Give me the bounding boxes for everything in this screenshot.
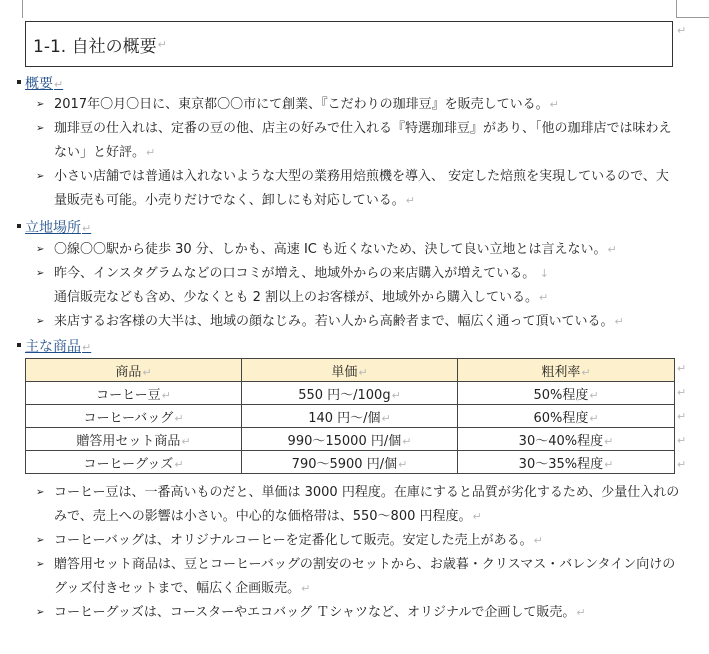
table-cell: 50%程度↵ [458,382,675,405]
paragraph-mark-icon: ↵ [301,582,311,595]
section-heading-location: 立地場所↵ [17,217,91,237]
table-row [26,428,675,451]
list-item: ➢ 2017年〇月〇日に、東京都〇〇市にて創業、『こだわりの珈琲豆』を販売している。↵ [36,93,681,117]
table-cell: コーヒーバッグ↵ [26,405,242,428]
arrow-bullet-icon: ➢ [36,171,45,182]
paragraph-mark-icon: ↵ [549,98,559,111]
list-item: ➢ コーヒーグッズは、コースターやエコバッグ Ｔシャツなど、オリジナルで企画して販売。↵ [36,601,681,625]
paragraph-mark-icon: ↵ [472,510,482,523]
table-header-cell: 粗利率↵ [458,359,675,382]
table-cell: 990～15000 円/個↵ [242,428,458,451]
bullet-square-icon [17,224,21,228]
arrow-bullet-icon: ➢ [36,535,45,546]
list-item: ➢ コーヒーバッグは、オリジナルコーヒーを定番化して販売。安定した売上がある。↵ [36,529,681,553]
table-cell: コーヒー豆↵ [26,382,242,405]
table-cell: 790～5900 円/個↵ [242,451,458,474]
list-item: ➢ 贈答用セット商品は、豆とコーヒーバッグの割安のセットから、お歳暮・クリスマス・バレンタイン向けのグッズ付きセットまで、幅広く企画販売。↵ [36,553,681,601]
title-box [25,21,673,67]
paragraph-mark-icon: ↵ [82,222,92,235]
table-cell: 60%程度↵ [458,405,675,428]
arrow-bullet-icon: ➢ [36,487,45,498]
paragraph-mark-icon: ↵ [576,606,586,619]
paragraph-mark-icon: ↵ [54,78,64,91]
table-cell: 30～35%程度↵ [458,451,675,474]
table-cell: 贈答用セット商品↵ [26,428,242,451]
row-end-mark-icon: ↵ [677,362,687,375]
row-end-mark-icon: ↵ [677,434,687,447]
table-header-row [26,359,675,382]
list-item: ➢ コーヒー豆は、一番高いものだと、単価は 3000 円程度。在庫にすると品質が劣化するため、少量仕入れのみで、売上への影響は小さい。中心的な価格帯は、550～800 円程度。↵ [36,481,681,529]
crop-mark [676,0,677,18]
bullet-square-icon [17,343,21,347]
arrow-bullet-icon: ➢ [36,559,45,570]
paragraph-mark-icon: ↵ [146,146,156,159]
table-cell: 140 円～/個↵ [242,405,458,428]
table-cell: 550 円～/100g↵ [242,382,458,405]
paragraph-mark-icon: ↵ [405,194,415,207]
table-cell: 30～40%程度↵ [458,428,675,451]
table-row [26,451,675,474]
table-row [26,382,675,405]
paragraph-mark-icon: ↵ [677,24,687,37]
list-item: ➢ 昨今、インスタグラムなどの口コミが増え、地域外からの来店購入が増えている。 ↓ 通信販売なども含め、少なくとも 2 割以上のお客様が、地域外から購入している。↵ [36,262,681,310]
row-end-mark-icon: ↵ [677,386,687,399]
product-table [25,358,675,474]
table-row [26,405,675,428]
row-end-mark-icon: ↵ [677,458,687,471]
bullet-square-icon [17,80,21,84]
table-header-cell: 商品↵ [26,359,242,382]
list-item: ➢ 来店するお客様の大半は、地域の顔なじみ。若い人から高齢者まで、幅広く通って頂いている。↵ [36,310,681,334]
list-item: ➢ 小さい店舗では普通は入れないような大型の業務用焙煎機を導入、 安定した焙煎を実現しているので、大量販売も可能。小売りだけでなく、卸しにも対応している。↵ [36,165,681,213]
section-heading-overview: 概要↵ [17,73,63,93]
row-end-mark-icon: ↵ [677,410,687,423]
arrow-bullet-icon: ➢ [36,99,45,110]
arrow-bullet-icon: ➢ [36,244,45,255]
crop-mark [676,17,709,18]
section-heading-products: 主な商品↵ [17,336,91,356]
paragraph-mark-icon: ↵ [614,315,624,328]
crop-mark [22,0,23,18]
paragraph-mark-icon: ↵ [607,243,617,256]
list-item: ➢ 〇線〇〇駅から徒歩 30 分、しかも、高速 IC も近くないため、決して良い立地とは言えない。↵ [36,238,681,262]
line-break-icon: ↓ [536,267,549,280]
table-cell: コーヒーグッズ↵ [26,451,242,474]
arrow-bullet-icon: ➢ [36,268,45,279]
paragraph-mark-icon: ↵ [539,291,549,304]
paragraph-mark-icon: ↵ [82,341,92,354]
table-header-cell: 単価↵ [242,359,458,382]
paragraph-mark-icon: ↵ [157,37,167,51]
page-title: 1-1. 自社の概要 [33,36,157,57]
arrow-bullet-icon: ➢ [36,123,45,134]
arrow-bullet-icon: ➢ [36,316,45,327]
paragraph-mark-icon: ↵ [533,534,543,547]
list-item: ➢ 珈琲豆の仕入れは、定番の豆の他、店主の好みで仕入れる『特選珈琲豆』があり、「他の珈琲店では味わえない」と好評。↵ [36,117,681,165]
arrow-bullet-icon: ➢ [36,607,45,618]
